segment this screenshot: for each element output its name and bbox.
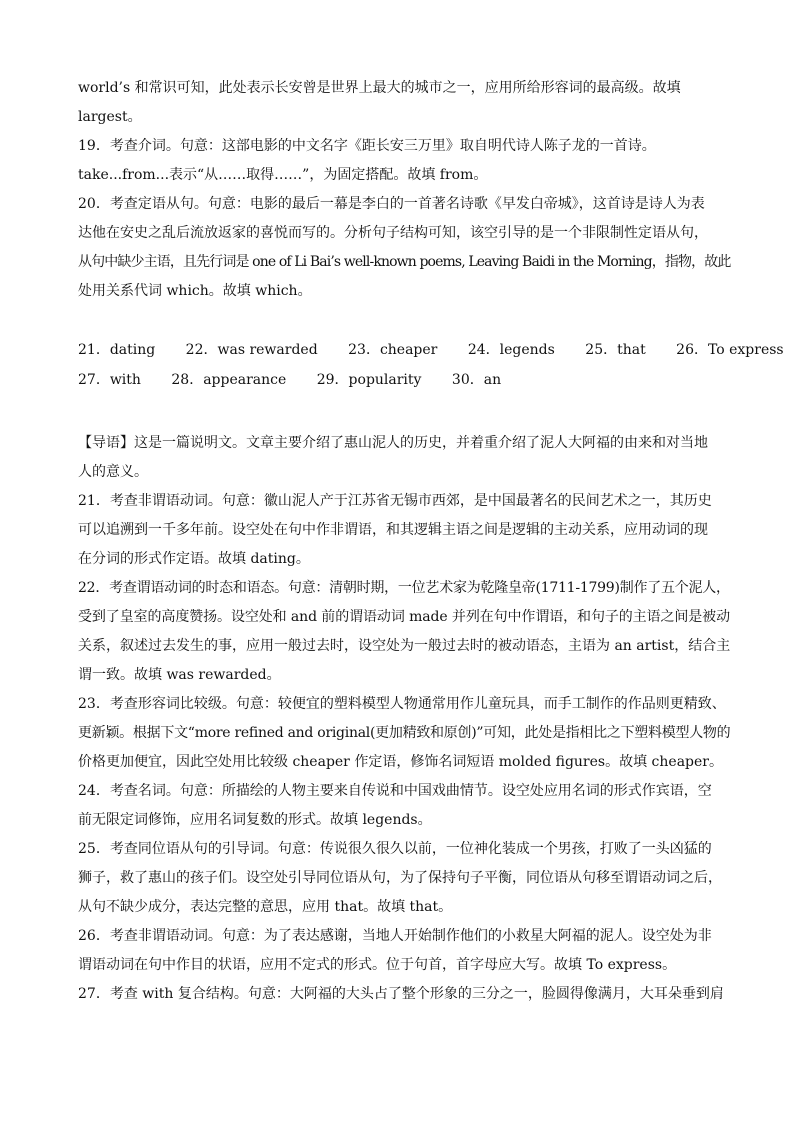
text-line: 达他在安史之乱后流放返家的喜悦而写的。分析句子结构可知，该空引导的是一个非限制性定语从句， bbox=[78, 225, 708, 241]
text-line: 21．考查非谓语动词。句意：徽山泥人产于江苏省无锡市西郊，是中国最著名的民间艺术之一，其历史 bbox=[78, 493, 712, 509]
text-line: 处用关系代词 which。故填 which。 bbox=[78, 283, 312, 299]
spacer bbox=[78, 395, 730, 429]
answer-item: 26．To express bbox=[676, 342, 784, 358]
text-line: 22．考查谓语动词的时态和语态。句意：清朝时期，一位艺术家为乾隆皇帝(1711-1799)制作了五个泥人， bbox=[78, 580, 730, 596]
text-line: 25．考查同位语从句的引导词。句意：传说很久很久以前，一位神化装成一个男孩，打败了一头凶猛的 bbox=[78, 841, 712, 857]
text-line: world’s 和常识可知，此处表示长安曾是世界上最大的城市之一，应用所给形容词的最高级。故填 bbox=[78, 80, 681, 96]
text-line: 人的意义。 bbox=[78, 464, 148, 480]
page-content bbox=[78, 74, 784, 1009]
text-line: largest。 bbox=[78, 109, 142, 125]
answer-item: 30．an bbox=[451, 372, 502, 388]
answer-item: 25．that bbox=[585, 342, 646, 358]
answer-item: 24．legends bbox=[467, 342, 555, 358]
answer-explanations bbox=[78, 487, 730, 1009]
answer-item: 23．cheaper bbox=[348, 342, 438, 358]
text-line: 27．考查 with 复合结构。句意：大阿福的大头占了整个形象的三分之一，脸圆得像满月，大耳朵垂到肩 bbox=[78, 986, 724, 1002]
text-line: 更新颖。根据下文“more refined and original(更加精致和原创)”可知，此处是指相比之下塑料模型人物的 bbox=[78, 725, 731, 741]
answer-row bbox=[78, 335, 784, 365]
text-line: 20．考查定语从句。句意：电影的最后一幕是李白的一首著名诗歌《早发白帝城》，这首诗是诗人为表 bbox=[78, 196, 705, 212]
answer-item: 21．dating bbox=[78, 342, 156, 358]
text-line: 19．考查介词。句意：这部电影的中文名字《距长安三万里》取自明代诗人陈子龙的一首诗。 bbox=[78, 138, 656, 154]
answer-item: 29．popularity bbox=[316, 372, 422, 388]
text-line: 【导语】这是一篇说明文。文章主要介绍了惠山泥人的历史，并着重介绍了泥人大阿福的由来和对当地 bbox=[78, 435, 708, 451]
text-line: 23．考查形容词比较级。句意：较便宜的塑料模型人物通常用作儿童玩具，而手工制作的作品则更精致、 bbox=[78, 696, 726, 712]
text-line: 受到了皇室的高度赞扬。设空处和 and 前的谓语动词 made 并列在句中作谓语，和句子的主语之间是被动 bbox=[78, 609, 730, 625]
text-line: 26．考查非谓语动词。句意：为了表达感谢，当地人开始制作他们的小救星大阿福的泥人。设空处为非 bbox=[78, 928, 712, 944]
text-line: 价格更加便宜，因此空处用比较级 cheaper 作定语，修饰名词短语 molded figures。故填 cheaper。 bbox=[78, 754, 723, 770]
answer-key bbox=[78, 335, 784, 395]
answer-item: 27．with bbox=[78, 372, 141, 388]
text-line: 24．考查名词。句意：所描绘的人物主要来自传说和中国戏曲情节。设空处应用名词的形式作宾语，空 bbox=[78, 783, 712, 799]
text-line: 在分词的形式作定语。故填 dating。 bbox=[78, 551, 310, 567]
spacer bbox=[78, 306, 730, 335]
text-line: 从句不缺少成分，表达完整的意思，应用 that。故填 that。 bbox=[78, 899, 453, 915]
text-line: 从句中缺少主语，且先行词是 one of Li Bai’s well-known poems, Leaving Baidi in the Morning，指物，故此 bbox=[78, 254, 731, 270]
text-line: 关系，叙述过去发生的事，应用一般过去时，设空处为一般过去时的被动语态，主语为 an artist，结合主 bbox=[78, 638, 731, 654]
text-line: 前无限定词修饰，应用名词复数的形式。故填 legends。 bbox=[78, 812, 432, 828]
answer-item: 28．appearance bbox=[171, 372, 287, 388]
guide-paragraph bbox=[78, 429, 730, 487]
answer-row bbox=[78, 365, 730, 395]
text-line: 可以追溯到一千多年前。设空处在句中作非谓语，和其逻辑主语之间是逻辑的主动关系，应用动词的现 bbox=[78, 522, 708, 538]
text-line: 谓一致。故填 was rewarded。 bbox=[78, 667, 281, 683]
text-line: 狮子，救了惠山的孩子们。设空处引导同位语从句，为了保持句子平衡，同位语从句移至谓语动词之后， bbox=[78, 870, 722, 886]
top-explanations bbox=[78, 74, 730, 306]
answer-item: 22．was rewarded bbox=[185, 342, 318, 358]
text-line: take...from...表示“从……取得……”，为固定搭配。故填 from。 bbox=[78, 167, 488, 183]
text-line: 谓语动词在句中作目的状语，应用不定式的形式。位于句首，首字母应大写。故填 To express。 bbox=[78, 957, 677, 973]
